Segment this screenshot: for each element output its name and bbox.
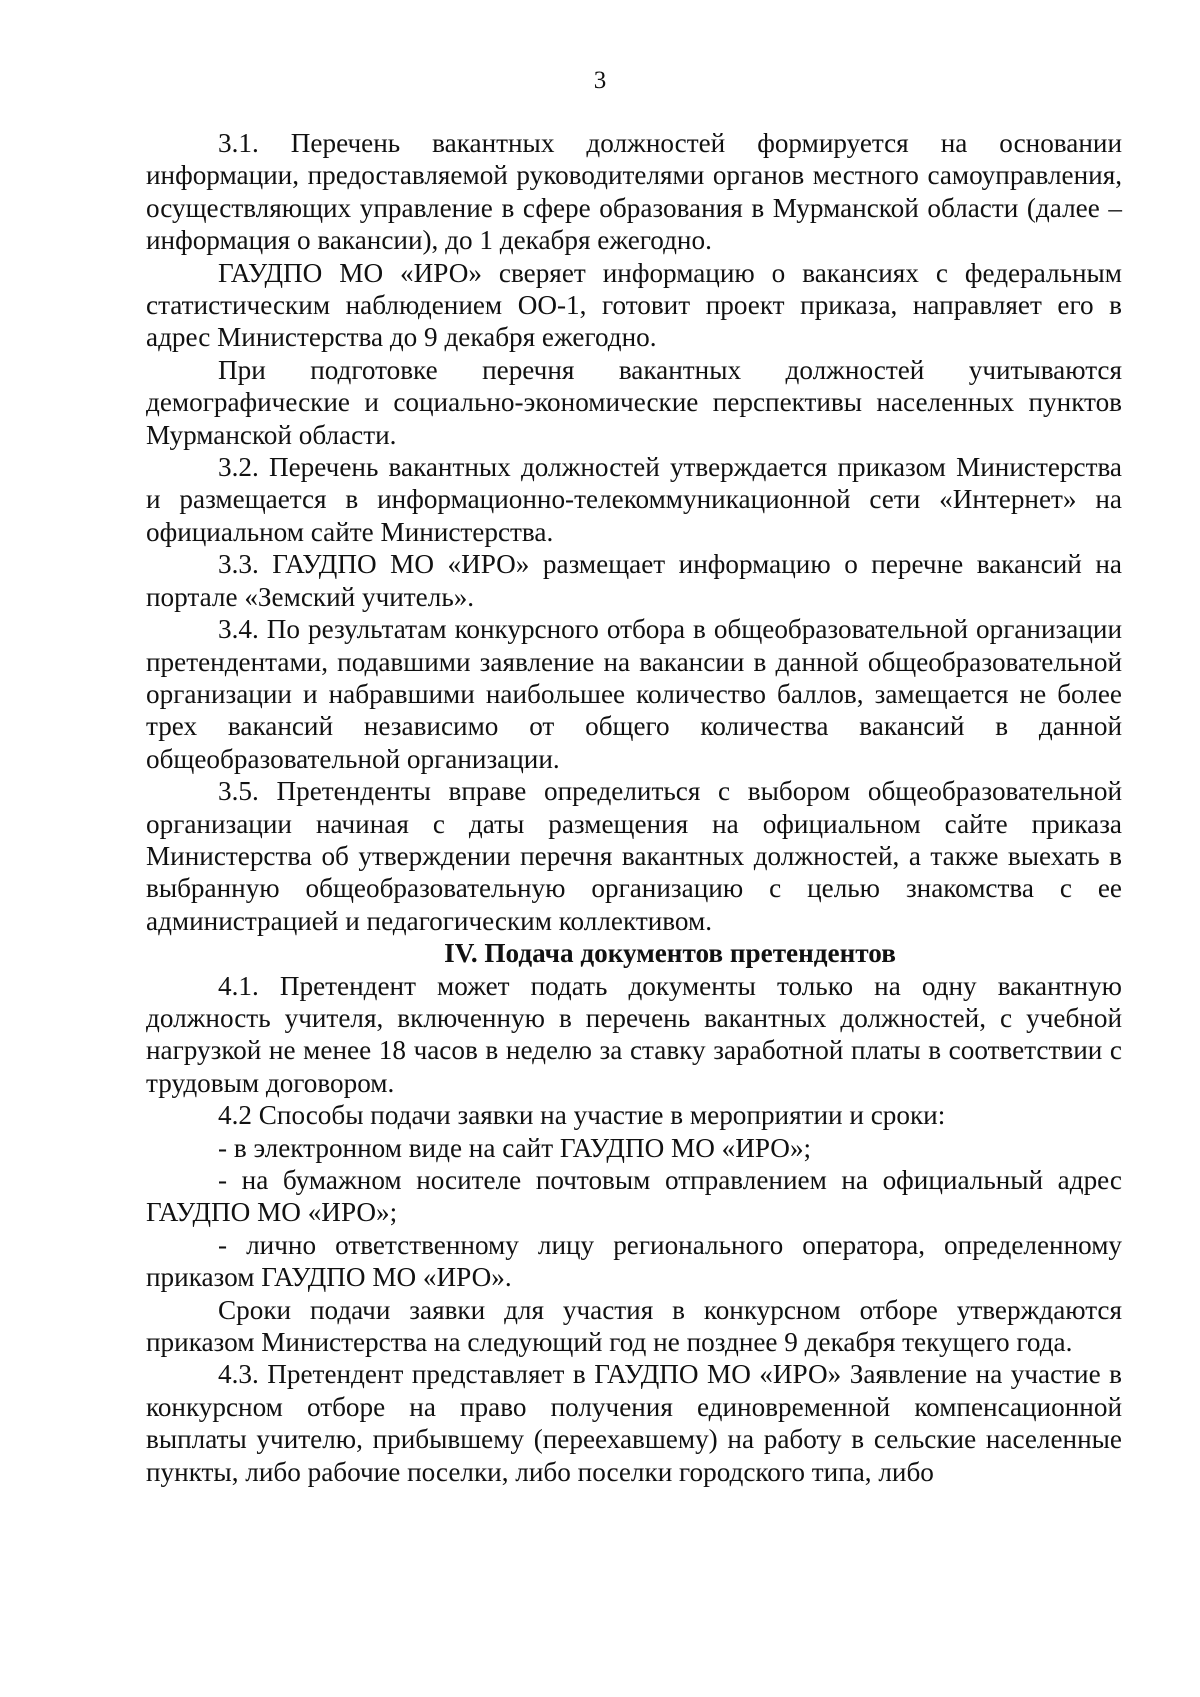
paragraph-3-2: 3.2. Перечень вакантных должностей утверждается приказом Министерства и размещается в информационно-телекоммуникационной сети «Интернет» на официальном сайте Министерства. [146,452,1122,547]
paragraph-deadlines: Сроки подачи заявки для участия в конкурсном отборе утверждаются приказом Министерства на следующий год не позднее 9 декабря текущего года. [146,1294,1122,1358]
list-item-in-person: - лично ответственному лицу регионального оператора, определенному приказом ГАУДПО МО «ИРО». [146,1229,1122,1293]
paragraph-3-1-reconciliation: ГАУДПО МО «ИРО» сверяет информацию о вакансиях с федеральным статистическим наблюдением ОО-1, готовит проект приказа, направляет его в адрес Министерства до 9 декабря ежегодно. [146,257,1122,353]
paragraph-3-5: 3.5. Претенденты вправе определиться с выбором общеобразовательной организации начиная с даты размещения на официальном сайте приказа Министерства об утверждении перечня вакантных должностей, а также выехать в выбранную общеобразовательную организацию с целью знакомства с ее администрацией и педагогическим коллективом. [146,776,1122,936]
page-number: 3 [593,67,607,94]
paragraph-4-3: 4.3. Претендент представляет в ГАУДПО МО «ИРО» Заявление на участие в конкурсном отборе на право получения единовременной компенсационной выплаты учителю, прибывшему (переехавшему) на работу в сельские населенные пункты, либо рабочие поселки, либо поселки городского типа, либо [146,1359,1122,1487]
paragraph-3-3: 3.3. ГАУДПО МО «ИРО» размещает информацию о перечне вакансий на портале «Земский учитель». [146,549,1122,612]
paragraph-3-1-prospects: При подготовке перечня вакантных должностей учитываются демографические и социально-экономические перспективы населенных пунктов Мурманской области. [146,354,1122,450]
section-heading: IV. Подача документов претендентов [444,938,896,969]
paragraph-3-4: 3.4. По результатам конкурсного отбора в общеобразовательной организации претендентами, подавшими заявление на вакансии в данной общеобразовательной организации и набравшими наибольшее количество баллов, замещается не более трех вакансий независимо от общего количества вакансий в данной общеобразовательной организации. [146,614,1122,774]
paragraph-4-1: 4.1. Претендент может подать документы только на одну вакантную должность учителя, включенную в перечень вакантных должностей, с учебной нагрузкой не менее 18 часов в неделю за ставку заработной платы в соответствии с трудовым договором. [146,970,1122,1098]
list-item-electronic: - в электронном виде на сайт ГАУДПО МО «ИРО»; [218,1132,812,1163]
document-body [146,127,1122,1488]
list-item-paper: - на бумажном носителе почтовым отправлением на официальный адрес ГАУДПО МО «ИРО»; [146,1165,1122,1228]
paragraph-4-2: 4.2 Способы подачи заявки на участие в мероприятии и сроки: [218,1100,946,1131]
paragraph-3-1: 3.1. Перечень вакантных должностей формируется на основании информации, предоставляемой руководителями органов местного самоуправления, осуществляющих управление в сфере образования в Мурманской области (далее – информация о вакансии), до 1 декабря ежегодно. [146,128,1122,256]
